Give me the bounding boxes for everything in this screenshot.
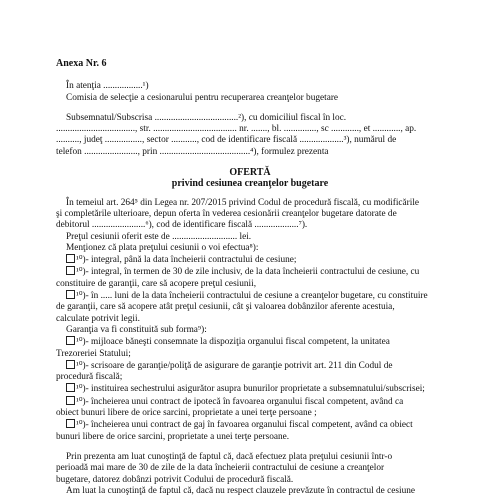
guarantee-option-line	[56, 396, 444, 408]
annex-heading: Anexa Nr. 6	[56, 58, 107, 69]
payment-option-text: - în ..... luni de la data încheierii contractului de cesiune a creanţelor bugetare, cu constituire	[85, 291, 428, 302]
guarantee-option-text: - încheierea unui contract de ipotecă în favoarea organului fiscal competent, având ca	[85, 396, 404, 407]
payment-option-line	[56, 279, 444, 290]
guarantee-option-line	[56, 383, 444, 395]
undersigned-line: .........., judeţ ................, sector ..........., cod de identificare fiscală ...................³), numărul de	[56, 135, 397, 146]
guarantee-options	[56, 336, 444, 443]
payment-option-text: calculate potrivit legii.	[56, 313, 140, 324]
guarantee-option-text: - scrisoare de garanţie/poliţă de asigurare de garanţie potrivit art. 211 din Codul de	[85, 360, 393, 371]
checkbox[interactable]	[66, 419, 75, 428]
intro-line: În temeiul art. 264⁵ din Legea nr. 207/2015 privind Codul de procedură fiscală, cu modificările	[66, 197, 420, 208]
checkbox[interactable]	[66, 383, 75, 392]
closing-line: Prin prezenta am luat cunoştinţă de faptul că, dacă efectuez plata preţului cesiunii într-o	[66, 451, 393, 462]
guarantee-option-text: Trezoreriei Statului;	[56, 348, 131, 359]
checkbox[interactable]	[66, 266, 75, 275]
checkbox[interactable]	[66, 360, 75, 369]
guarantee-option	[56, 360, 444, 384]
guarantee-option-text: bunuri libere de orice sarcini, proprietate a unei terţe persoane.	[56, 431, 290, 442]
payment-options	[56, 254, 444, 325]
payment-option-line	[56, 314, 444, 325]
committee-line: Comisia de selecţie a cesionarului pentru recuperarea creanţelor bugetare	[66, 92, 339, 103]
intro-line: debitorul .......................⁶), cod de identificare fiscală ...................⁷).	[56, 220, 308, 231]
offer-subtitle: privind cesiunea creanţelor bugetare	[171, 178, 329, 190]
payment-option-line	[56, 266, 444, 278]
offer-title: OFERTĂ	[229, 167, 271, 179]
checkbox[interactable]	[66, 336, 75, 345]
guarantee-option-line	[56, 408, 444, 419]
guarantee-option-text: - instituirea sechestrului asigurător asupra bunurilor proprietate a subsemnatului/subscrisei;	[85, 384, 425, 395]
guarantee-option-line	[56, 432, 444, 443]
guarantee-intro: Garanţia va fi constituită sub forma⁹):	[66, 324, 207, 335]
checkbox-footnote: ¹⁰)	[76, 360, 86, 371]
payment-option	[56, 266, 444, 290]
checkbox[interactable]	[66, 254, 75, 263]
closing-block	[56, 452, 444, 497]
payment-option	[56, 290, 444, 325]
closing-line: perioadă mai mare de 30 de zile de la data încheierii contractului de cesiune a creanţelor	[56, 463, 385, 474]
price-line: Preţul cesiunii oferit este de ............................ lei.	[66, 231, 252, 242]
guarantee-option-line	[56, 419, 444, 431]
payment-option-line	[56, 290, 444, 302]
guarantee-option	[56, 336, 444, 360]
closing-line: bugetare, datorez dobânzi potrivit Codului de procedură fiscală.	[56, 474, 294, 485]
guarantee-option-line	[56, 360, 444, 372]
payment-option-text: - integral, în termen de 30 de zile inclusiv, de la data încheierii contractului de cesiune, cu	[85, 267, 420, 278]
guarantee-option	[56, 383, 444, 395]
checkbox-footnote: ¹⁰)	[76, 384, 86, 395]
payment-option-text: de garanţii, care să acopere atât preţul cesiunii, cât şi valoarea dobânzilor aferente acestuia,	[56, 302, 395, 313]
payment-option-line	[56, 302, 444, 313]
payment-option-line	[56, 254, 444, 266]
checkbox-footnote: ¹⁰)	[76, 291, 86, 302]
guarantee-option-text: - încheierea unui contract de gaj în favoarea organului fiscal competent, având ca obiect	[85, 420, 413, 431]
guarantee-option-line	[56, 349, 444, 360]
guarantee-option-line	[56, 336, 444, 348]
guarantee-option	[56, 419, 444, 443]
closing-line: Am luat la cunoştinţă de faptul că, dacă nu respect clauzele prevăzute în contractul de cesiune	[66, 485, 415, 496]
payment-option-text: constituire de garanţii, care să acopere preţul cesiunii,	[56, 278, 257, 289]
guarantee-option-text: procedură fiscală;	[56, 372, 123, 383]
checkbox-footnote: ¹⁰)	[76, 255, 86, 266]
checkbox-footnote: ¹⁰)	[76, 420, 86, 431]
checkbox-footnote: ¹⁰)	[76, 396, 86, 407]
undersigned-line: telefon ......................., prin .......................................⁴), formulez prezenta	[56, 146, 329, 157]
checkbox[interactable]	[66, 290, 75, 299]
payment-intro: Menţionez că plata preţului cesiunii o voi efectua⁸):	[66, 242, 259, 253]
undersigned-line: Subsemnatul/Subscrisa ....................................²), cu domiciliul fiscal în loc.	[66, 112, 347, 123]
intro-line: şi completările ulterioare, depun oferta în vederea cesionării creanţelor bugetare datorate de	[56, 208, 397, 219]
intro-block	[56, 198, 444, 232]
attention-line: În atenţia .................¹)	[66, 81, 149, 92]
guarantee-option-text: - mijloace băneşti consemnate la dispoziţia organului fiscal competent, la unitatea	[85, 337, 390, 348]
undersigned-block	[56, 113, 444, 158]
payment-option-text: - integral, până la data încheierii contractului de cesiune;	[85, 255, 297, 266]
guarantee-option-line	[56, 372, 444, 383]
checkbox-footnote: ¹⁰)	[76, 267, 86, 278]
guarantee-option	[56, 396, 444, 420]
guarantee-option-text: obiect bunuri libere de orice sarcini, proprietate a unei terţe persoane ;	[56, 408, 317, 419]
checkbox-footnote: ¹⁰)	[76, 337, 86, 348]
undersigned-line: .................................., str. .................................... nr. ......., bl. .............., sc ............, et ............, ap.	[56, 124, 417, 135]
checkbox[interactable]	[66, 396, 75, 405]
payment-option	[56, 254, 444, 266]
